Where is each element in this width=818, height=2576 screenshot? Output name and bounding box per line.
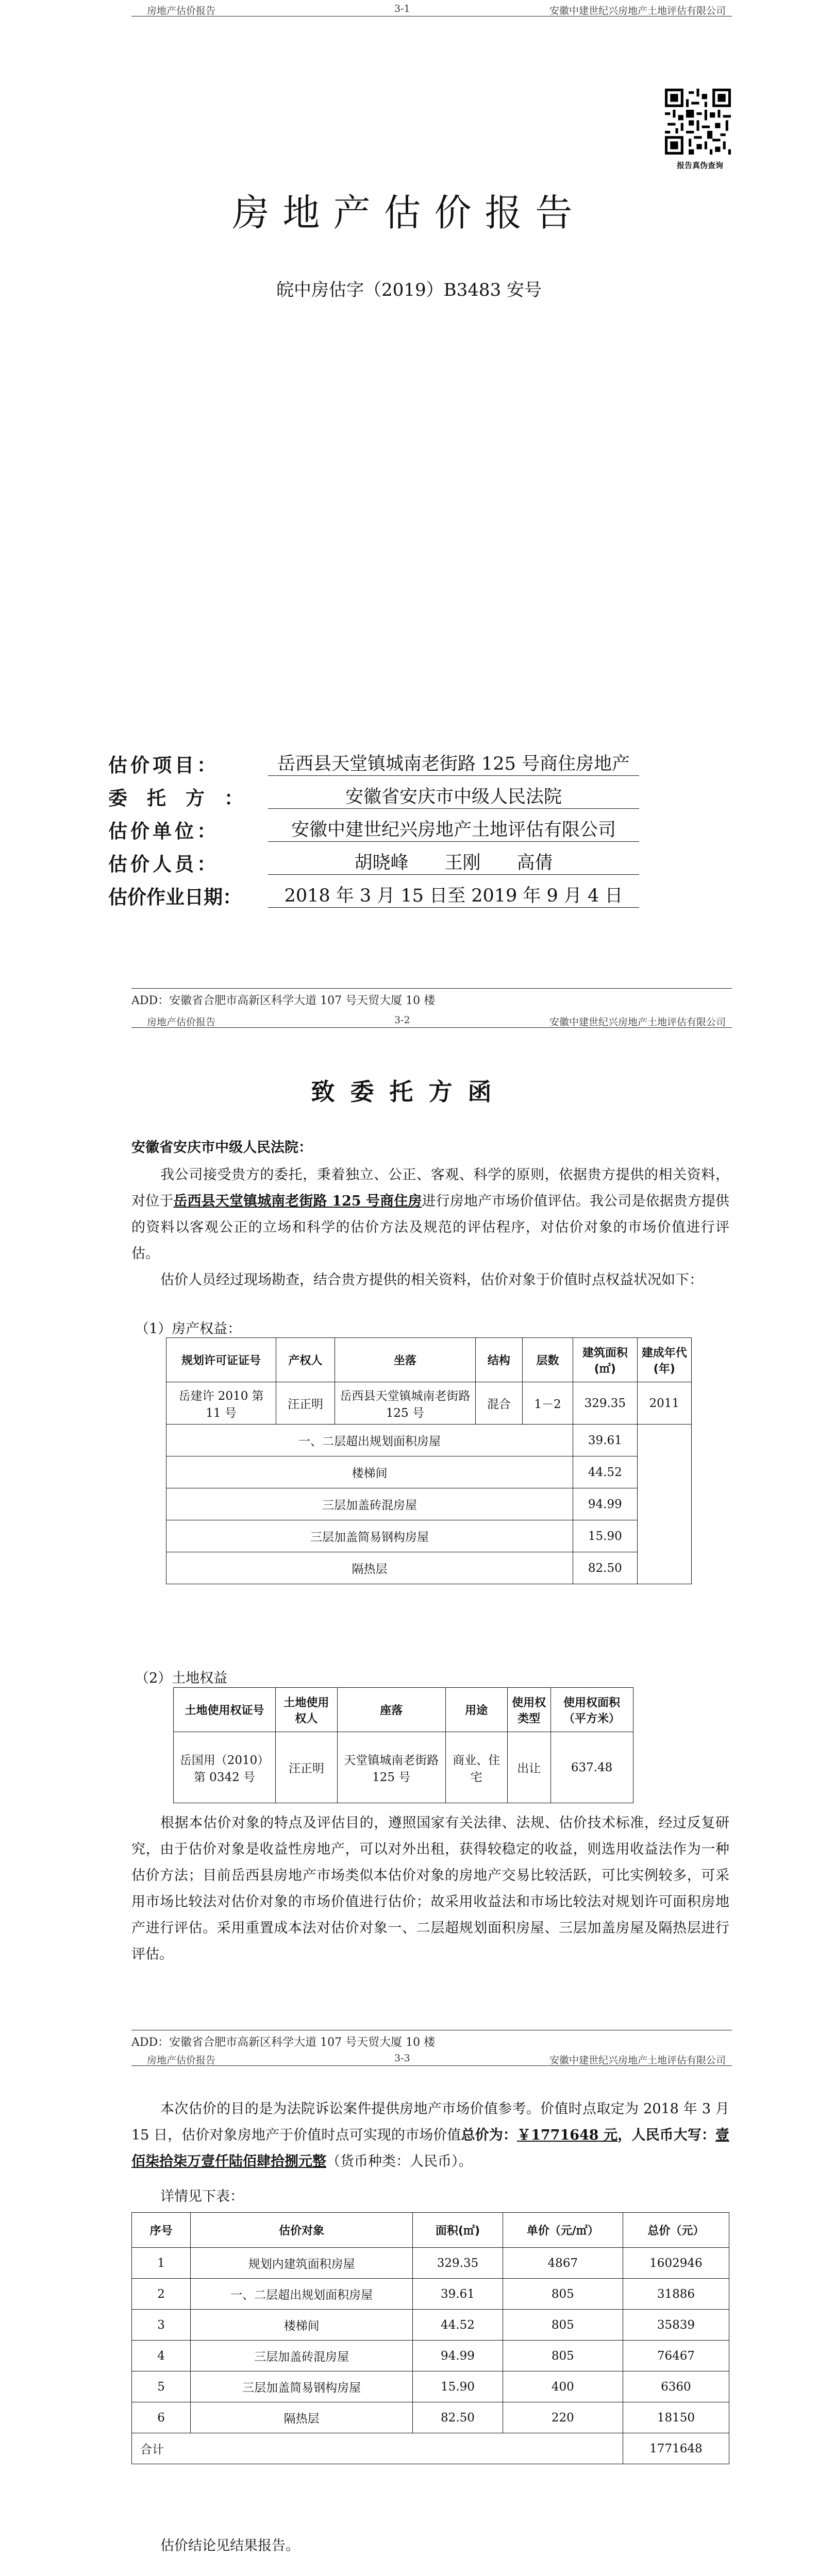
table-header: 座落 — [337, 1688, 445, 1732]
table-cell: 94.99 — [413, 2341, 503, 2371]
table-cell: 805 — [503, 2279, 623, 2310]
page-footer: ADD：安徽省合肥市高新区科学大道 107 号天贸大厦 10 楼 — [131, 988, 732, 1008]
table-cell: 汪正明 — [275, 1732, 337, 1803]
table-cell: 合计 — [132, 2433, 623, 2464]
table-cell: 82.50 — [573, 1552, 638, 1584]
table-header: 序号 — [132, 2213, 191, 2248]
table-cell: 44.52 — [573, 1456, 638, 1488]
report-title: 房地产估价报告 — [232, 191, 586, 234]
info-label: 估价单位： — [108, 820, 219, 842]
table-cell: 隔热层 — [166, 1552, 573, 1584]
header-right: 安徽中建世纪兴房地产土地评估有限公司 — [549, 5, 726, 16]
page-footer: ADD：安徽省合肥市高新区科学大道 107 号天贸大厦 10 楼 — [131, 2030, 732, 2049]
letter-paragraph: 详情见下表： — [160, 2189, 244, 2205]
table-cell: 637.48 — [550, 1732, 633, 1803]
header-right: 安徽中建世纪兴房地产土地评估有限公司 — [549, 1016, 726, 1028]
info-label: 估价人员： — [108, 853, 219, 875]
table-cell: 规划内建筑面积房屋 — [191, 2248, 413, 2279]
letter-paragraph: 根据本估价对象的特点及评估目的，遵照国家有关法律、法规、估价技术标准，经过反复研究，由于估价对象是收益性房地产，可以对外出租，获得较稳定的收益，则选用收益法作为一种估价方法；目前岳西县房地产市场类似本估价对象的房地产交易比较活跃，可比实例较多，可采用市场比较法对估价对象的市场价值进行估价；故采用收益法和市场比较法对规划许可面积房地产进行评估。采用重置成本法对估价对象一、二层超规划面积房屋、三层加盖房屋及隔热层进行评估。 — [131, 1815, 729, 1962]
table-cell — [633, 1732, 681, 1803]
table-cell: 三层加盖砖混房屋 — [166, 1488, 573, 1520]
table-cell: 汪正明 — [276, 1382, 335, 1425]
qr-code-icon[interactable] — [665, 89, 731, 155]
table-header: 土地使用权人 — [275, 1688, 337, 1732]
section-subheading: （2）土地权益 — [135, 1670, 228, 1686]
letter-page-continued — [0, 2049, 818, 2576]
info-value: 安徽中建世纪兴房地产土地评估有限公司 — [268, 816, 639, 842]
para-text: （货币种类：人民币）。 — [326, 2154, 473, 2170]
table-row — [166, 1520, 692, 1552]
qr-caption: 报告真伪查询 — [676, 161, 723, 170]
table-cell: 三层加盖砖混房屋 — [191, 2341, 413, 2371]
table-cell: 隔热层 — [191, 2402, 413, 2433]
letter-paragraph — [131, 2096, 729, 2175]
table-cell: 岳国用（2010）第 0342 号 — [174, 1732, 276, 1803]
table-header: 建筑面积(㎡) — [573, 1338, 638, 1382]
table-row — [166, 1488, 692, 1520]
table-row — [174, 1732, 681, 1803]
letter-paragraph — [131, 1162, 729, 1267]
info-row — [108, 783, 727, 816]
table-header — [633, 1688, 681, 1732]
section-subheading: （1）房产权益： — [135, 1321, 242, 1337]
info-row — [108, 849, 727, 882]
table-header: 坐落 — [335, 1338, 475, 1382]
property-address: 岳西县天堂镇城南老街路 125 号商住房 — [173, 1193, 422, 1209]
table-header: 规划许可证证号 — [166, 1338, 276, 1382]
info-value: 安徽省安庆市中级人民法院 — [268, 783, 639, 809]
table-cell: 329.35 — [413, 2248, 503, 2279]
table-cell — [637, 1425, 691, 1584]
table-header: 产权人 — [276, 1338, 335, 1382]
table-cell: 15.90 — [573, 1520, 638, 1552]
info-row — [108, 750, 727, 783]
table-cell: 39.61 — [413, 2279, 503, 2310]
info-value: 岳西县天堂镇城南老街路 125 号商住房地产 — [268, 750, 639, 776]
table-header: 层数 — [522, 1338, 573, 1382]
table-header: 使用权类型 — [507, 1688, 550, 1732]
house-rights-table — [166, 1337, 692, 1584]
table-cell: 三层加盖简易钢构房屋 — [166, 1520, 573, 1552]
table-cell: 805 — [503, 2310, 623, 2341]
total-label: 总价为： — [461, 2127, 517, 2143]
letter-page — [0, 1011, 818, 2049]
table-cell: 1602946 — [623, 2248, 729, 2279]
table-cell: 329.35 — [573, 1382, 638, 1425]
table-row — [166, 1425, 692, 1456]
table-cell: 5 — [132, 2371, 191, 2402]
table-row — [132, 2310, 729, 2341]
table-cell: 35839 — [623, 2310, 729, 2341]
header-left: 房地产估价报告 — [147, 1016, 216, 1028]
table-cell: 混合 — [475, 1382, 522, 1425]
table-row — [132, 2341, 729, 2371]
table-cell: 2 — [132, 2279, 191, 2310]
page-number: 3-2 — [394, 1014, 410, 1026]
page-header — [131, 1014, 732, 1028]
table-cell: 商业、住宅 — [445, 1732, 507, 1803]
info-row — [108, 882, 727, 914]
page-header — [131, 3, 732, 16]
info-value: 胡晓峰 王刚 高倩 — [268, 849, 639, 875]
table-row — [132, 2279, 729, 2310]
letter-salutation: 安徽省安庆市中级人民法院： — [131, 1140, 312, 1156]
valuation-table — [131, 2212, 729, 2464]
page-number: 3-1 — [394, 3, 410, 14]
header-left: 房地产估价报告 — [147, 5, 216, 16]
table-row — [132, 2402, 729, 2433]
report-info-block — [108, 750, 727, 914]
table-cell: 天堂镇城南老街路 125 号 — [337, 1732, 445, 1803]
page-header — [131, 2053, 732, 2066]
para-text: 本次估价的目的是为法院诉讼案件提供房地产市场价值参考。价值时点取定为 2018 年 3 月 15 日，估价对象房地产于价值时点可实现的市场价值 — [131, 2101, 729, 2143]
table-row — [166, 1382, 692, 1425]
table-header: 面积(㎡) — [413, 2213, 503, 2248]
table-header: 单价（元/㎡） — [503, 2213, 623, 2248]
table-row — [166, 1456, 692, 1488]
table-cell: 1 — [132, 2248, 191, 2279]
info-row — [108, 816, 727, 849]
table-cell: 44.52 — [413, 2310, 503, 2341]
table-header: 建成年代(年) — [637, 1338, 691, 1382]
table-header: 结构 — [475, 1338, 522, 1382]
header-left: 房地产估价报告 — [147, 2055, 216, 2066]
land-rights-table — [173, 1687, 681, 1803]
table-cell: 1771648 — [623, 2433, 729, 2464]
table-header: 用途 — [445, 1688, 507, 1732]
table-cell: 6 — [132, 2402, 191, 2433]
table-row — [132, 2248, 729, 2279]
table-total-row — [132, 2433, 729, 2464]
letter-title: 致委托方函 — [311, 1078, 507, 1106]
table-cell: 3 — [132, 2310, 191, 2341]
total-value-chinese: 壹佰柒拾柒万壹仟陆佰肆拾捌元整 — [131, 2127, 730, 2170]
info-label: 委托方： — [108, 787, 263, 809]
header-right: 安徽中建世纪兴房地产土地评估有限公司 — [549, 2055, 726, 2066]
table-cell: 4867 — [503, 2248, 623, 2279]
page-number: 3-3 — [394, 2053, 410, 2064]
cover-page — [0, 0, 818, 1011]
table-cell: 一、二层超出规划面积房屋 — [191, 2279, 413, 2310]
table-row — [166, 1552, 692, 1584]
para-text: 我公司接受贵方的委托，秉着独立、公正、客观、科学的原则，依据贵方提供的相关资料，对位于 — [131, 1167, 729, 1209]
table-cell: 4 — [132, 2341, 191, 2371]
table-cell: 15.90 — [413, 2371, 503, 2402]
table-cell: 出让 — [507, 1732, 550, 1803]
table-cell: 楼梯间 — [166, 1456, 573, 1488]
para-text: 进行房地产市场价值评估。我公司是依据贵方提供的资料以客观公正的立场和科学的估价方法及规范的评估程序，对估价对象的市场价值进行评估。 — [131, 1193, 730, 1262]
table-header: 使用权面积（平方米） — [550, 1688, 633, 1732]
table-cell: 岳建许 2010 第 11 号 — [166, 1382, 276, 1425]
table-cell: 1－2 — [522, 1382, 573, 1425]
table-cell: 39.61 — [573, 1425, 638, 1456]
table-cell: 楼梯间 — [191, 2310, 413, 2341]
table-cell: 三层加盖简易钢构房屋 — [191, 2371, 413, 2402]
table-cell: 400 — [503, 2371, 623, 2402]
table-cell: 82.50 — [413, 2402, 503, 2433]
table-header: 估价对象 — [191, 2213, 413, 2248]
table-cell: 805 — [503, 2341, 623, 2371]
table-header: 总价（元） — [623, 2213, 729, 2248]
table-cell: 一、二层超出规划面积房屋 — [166, 1425, 573, 1456]
table-header: 土地使用权证号 — [174, 1688, 276, 1732]
info-value: 2018 年 3 月 15 日至 2019 年 9 月 4 日 — [268, 882, 639, 908]
table-cell: 2011 — [637, 1382, 691, 1425]
info-label: 估价作业日期： — [108, 886, 242, 908]
rmb-label: ，人民币大写： — [617, 2127, 716, 2143]
info-label: 估价项目： — [108, 754, 219, 776]
table-cell: 岳西县天堂镇城南老街路 125 号 — [335, 1382, 475, 1425]
table-cell: 6360 — [623, 2371, 729, 2402]
table-cell: 94.99 — [573, 1488, 638, 1520]
table-row — [132, 2371, 729, 2402]
letter-paragraph: 估价人员经过现场勘查，结合贵方提供的相关资料，估价对象于价值时点权益状况如下： — [160, 1272, 703, 1288]
letter-paragraph: 估价结论见结果报告。 — [160, 2538, 299, 2554]
total-value: ￥1771648 元 — [516, 2127, 618, 2143]
table-cell: 31886 — [623, 2279, 729, 2310]
table-cell: 220 — [503, 2402, 623, 2433]
table-cell: 18150 — [623, 2402, 729, 2433]
report-reference-number: 皖中房估字（2019）B3483 安号 — [276, 280, 542, 300]
table-cell: 76467 — [623, 2341, 729, 2371]
